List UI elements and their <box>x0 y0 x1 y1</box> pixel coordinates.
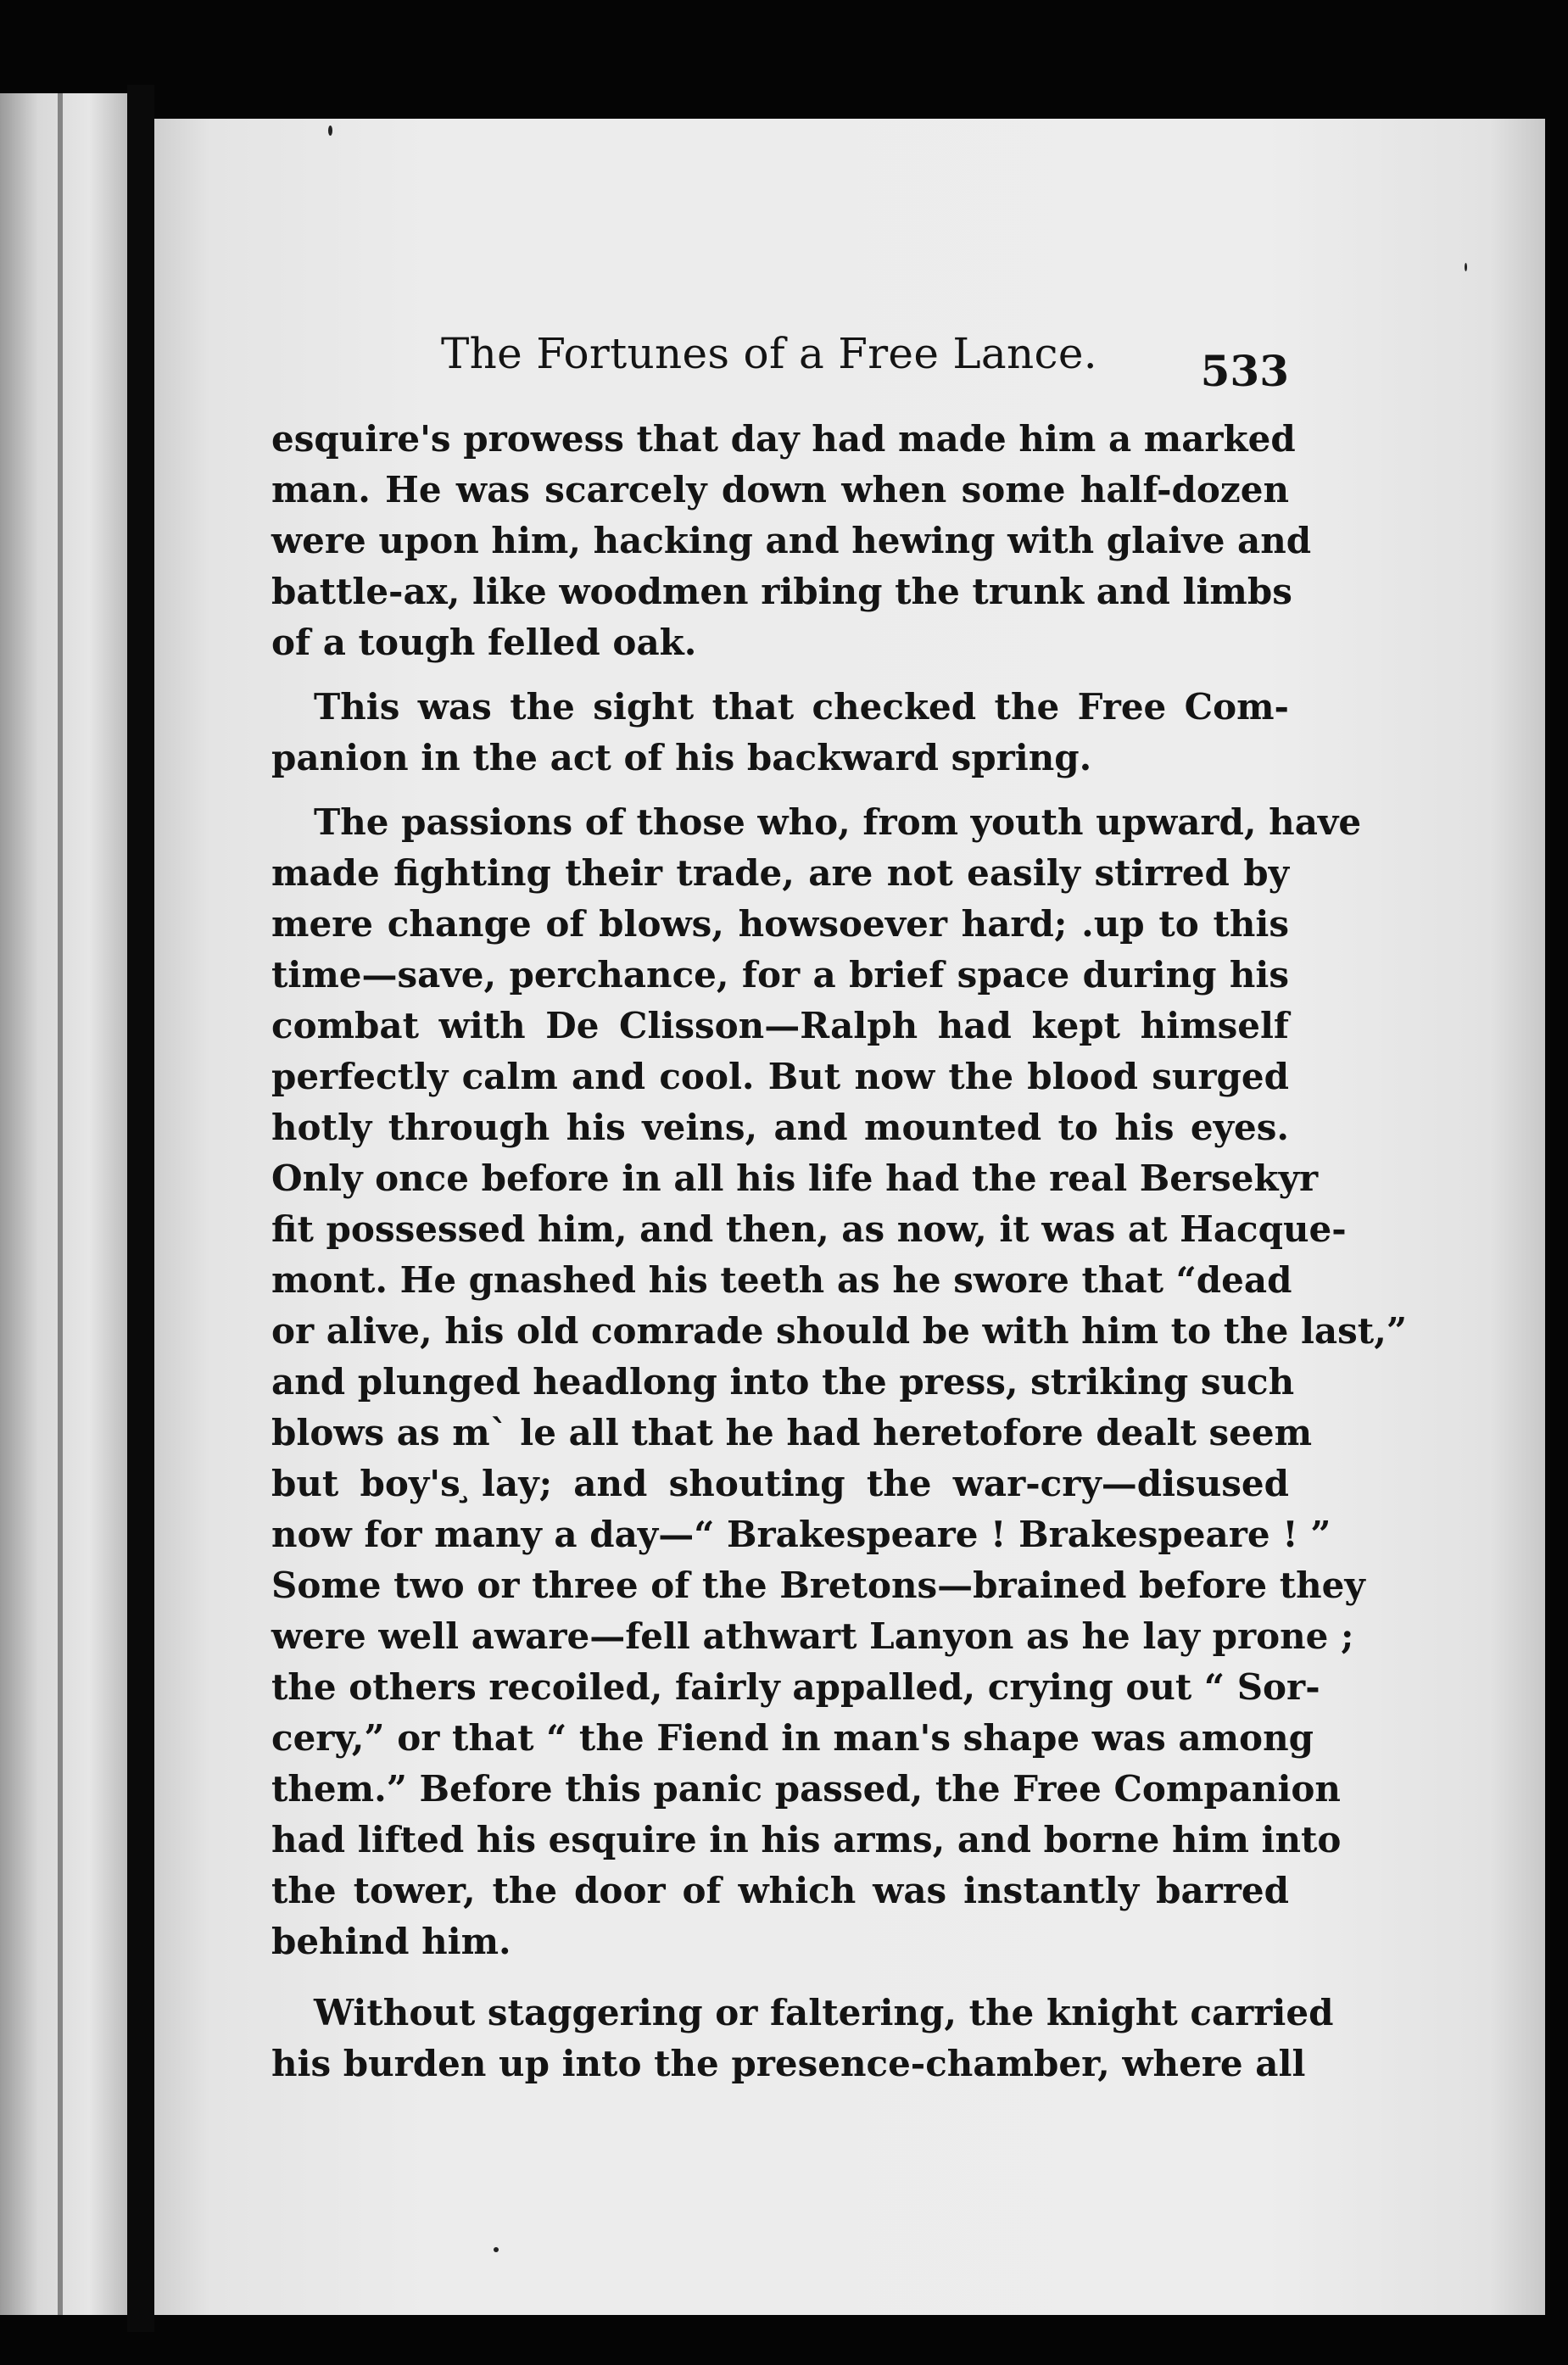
text-line: the others recoiled, fairly appalled, crying out “ Sor- <box>271 1666 1320 1708</box>
paragraph <box>271 682 1289 784</box>
book-gutter <box>127 85 154 2332</box>
text-line: esquire's prowess that day had made him a marked <box>271 418 1296 460</box>
page-header <box>271 329 1289 414</box>
page-number: 533 <box>1200 346 1289 396</box>
text-line: hotly through his veins, and mounted to his eyes. <box>271 1107 1289 1148</box>
left-page-edge <box>0 93 127 2315</box>
left-page-line <box>58 93 63 2315</box>
text-line: Only once before in all his life had the real Bersekyr <box>271 1157 1319 1199</box>
text-line: cery,” or that “ the Fiend in man's shape was among <box>271 1717 1314 1759</box>
text-line: behind him. <box>271 1921 511 1962</box>
text-line: perfectly calm and cool. But now the blood surged <box>271 1056 1289 1097</box>
paragraph <box>271 797 1407 1967</box>
dust-speck <box>328 126 332 136</box>
text-line: man. He was scarcely down when some half-dozen <box>271 469 1289 510</box>
paragraph <box>271 414 1312 668</box>
text-line: but boy's ̧lay; and shouting the war-cry—disused <box>271 1463 1289 1504</box>
dust-speck <box>1465 263 1467 271</box>
text-line: were well aware—fell athwart Lanyon as he lay prone ; <box>271 1615 1354 1657</box>
running-title: The Fortunes of a Free Lance. <box>441 329 1097 378</box>
text-line: Some two or three of the Bretons—brained before they <box>271 1565 1365 1606</box>
text-line: and plunged headlong into the press, striking such <box>271 1361 1295 1403</box>
text-line: blows as mˋ le all that he had heretofore dealt seem <box>271 1412 1313 1453</box>
text-line: This was the sight that checked the Free Com- <box>314 686 1289 728</box>
text-line: the tower, the door of which was instantly barred <box>271 1870 1289 1911</box>
text-line: Without staggering or faltering, the knight carried <box>314 1992 1334 2033</box>
text-line: his burden up into the presence-chamber, where all <box>271 2043 1306 2084</box>
text-line: now for many a day—“ Brakespeare ! Brakespeare ! ” <box>271 1514 1331 1555</box>
text-line: combat with De Clisson—Ralph had kept himself <box>271 1005 1289 1046</box>
text-line: were upon him, hacking and hewing with glaive and <box>271 520 1312 561</box>
text-line: time—save, perchance, for a brief space during his <box>271 954 1289 996</box>
text-line: of a tough felled oak. <box>271 622 697 663</box>
text-line: had lifted his esquire in his arms, and borne him into <box>271 1819 1342 1860</box>
text-line: made fighting their trade, are not easily stirred by <box>271 852 1289 894</box>
text-line: battle-ax, like woodmen ribing the trunk and limbs <box>271 571 1292 612</box>
text-line: or alive, his old comrade should be with him to the last,” <box>271 1310 1407 1352</box>
text-line: them.” Before this panic passed, the Free Companion <box>271 1768 1341 1810</box>
text-line: fit possessed him, and then, as now, it was at Hacque- <box>271 1208 1347 1250</box>
text-line: mont. He gnashed his teeth as he swore that “dead <box>271 1259 1292 1301</box>
dust-speck <box>494 2247 499 2252</box>
text-line: mere change of blows, howsoever hard; .up to this <box>271 903 1289 945</box>
text-line: The passions of those who, from youth upward, have <box>314 801 1362 843</box>
text-line: panion in the act of his backward spring. <box>271 737 1092 778</box>
paragraph <box>271 1988 1334 2089</box>
page-text <box>271 329 1407 2089</box>
